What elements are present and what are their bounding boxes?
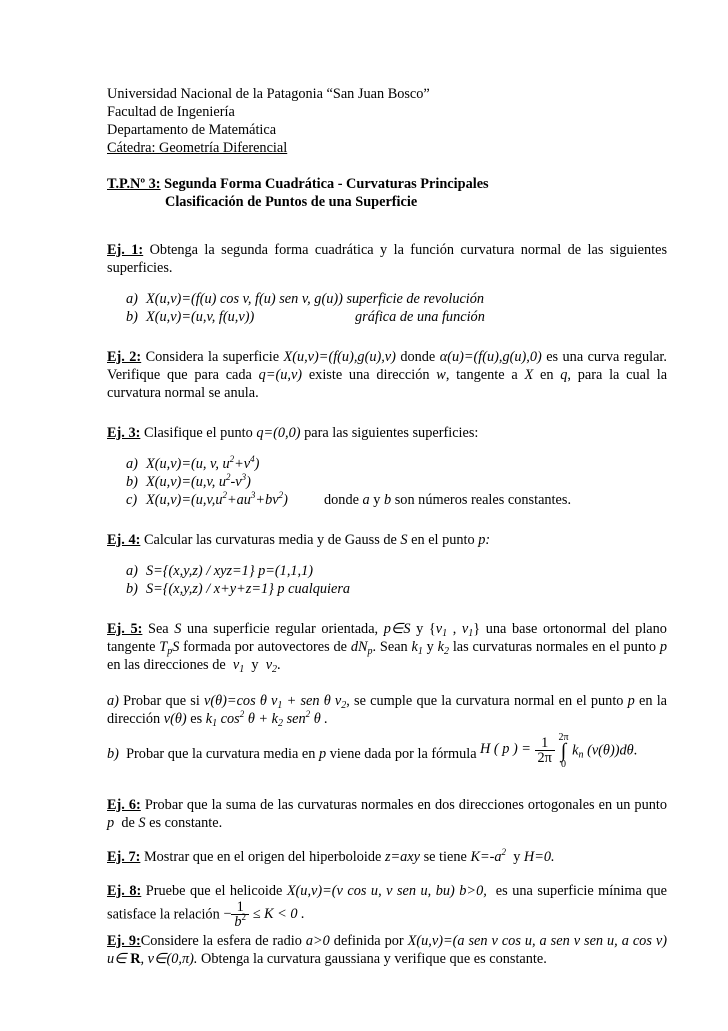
text-fragment: a>0 — [305, 933, 330, 949]
exercise-6 — [107, 796, 667, 832]
math: X(u,v)=(u, v, u — [146, 456, 230, 472]
text-fragment: es constante. — [149, 815, 223, 831]
text-fragment: a — [362, 492, 370, 508]
exercise-7 — [107, 848, 667, 866]
text-fragment: 1 — [417, 646, 423, 657]
text-fragment: 2 — [444, 646, 449, 657]
item-label: a) — [126, 291, 138, 307]
text-fragment: b — [234, 914, 242, 930]
text: en el punto — [411, 532, 475, 548]
text-fragment: 1 — [468, 628, 474, 639]
text-fragment: en la dirección — [107, 693, 668, 727]
text-fragment: definida por — [333, 933, 404, 949]
text-fragment: 2 — [341, 700, 347, 711]
text-fragment: a) — [107, 693, 119, 709]
exercise-5 — [107, 620, 667, 674]
exercise-1 — [107, 241, 667, 277]
text-fragment: k — [572, 742, 579, 759]
chair-name: Cátedra: Geometría Diferencial — [107, 140, 288, 156]
text-fragment: . — [277, 657, 281, 673]
math: 3 — [250, 490, 256, 500]
math: 2 — [278, 490, 284, 500]
header-block — [107, 85, 667, 157]
text-fragment: Mostrar que en el origen del hiperboloide — [143, 849, 382, 865]
math: q=(0,0) — [256, 425, 301, 441]
text-fragment: p — [107, 815, 115, 831]
text-fragment: v(θ) — [163, 711, 187, 727]
text-fragment: T — [159, 639, 168, 655]
math: X(u,v)=(f(u),g(u),v) — [283, 349, 396, 365]
text: donde — [400, 349, 436, 365]
text-fragment: Considere la esfera de radio — [140, 933, 302, 949]
math: 4 — [250, 454, 255, 464]
text-fragment: 1 — [541, 735, 549, 751]
text-fragment: H ( p ) = — [480, 741, 531, 758]
text-fragment: X(u,v)=(a sen v cos u, a sen v sen u, a cos v) u∈ — [107, 933, 667, 967]
exercise-label: Ej. 6: — [107, 797, 141, 813]
tp-title-line1: Segunda Forma Cuadrática - Curvaturas Principales — [164, 176, 489, 192]
text-fragment: . Sean — [372, 639, 408, 655]
text-fragment: ≤ K < 0 . — [252, 906, 305, 923]
text-fragment: 2 — [305, 709, 311, 719]
text-fragment: Probar que si — [123, 693, 200, 709]
text-fragment: p∈S — [383, 621, 411, 637]
text-fragment: 1 — [442, 628, 448, 639]
math: ) — [283, 492, 288, 508]
math: ) — [246, 474, 251, 490]
text-fragment: Pruebe que el helicoide — [145, 883, 283, 899]
text-fragment: Sea — [148, 621, 169, 637]
text-fragment: S — [174, 621, 182, 637]
text-fragment: p — [319, 746, 327, 762]
exercise-3 — [107, 424, 667, 442]
text-fragment: v — [435, 621, 443, 637]
text-fragment: y — [513, 849, 521, 865]
faculty-name: Facultad de Ingeniería — [107, 104, 235, 120]
exercise-label: Ej. 3: — [107, 425, 141, 441]
text-fragment: S — [138, 815, 146, 831]
exercise-4-items — [107, 562, 667, 598]
math: 2 — [226, 472, 231, 482]
item-c-note — [324, 491, 571, 509]
text-fragment: k — [205, 711, 213, 727]
tp-title — [107, 175, 667, 211]
curvature-inequality — [223, 899, 305, 930]
text: en — [539, 367, 554, 383]
tp-title-line2: Clasificación de Puntos de una Superficie — [165, 194, 418, 210]
text-fragment: θ + k — [247, 711, 278, 727]
exercise-8 — [107, 882, 667, 930]
text-fragment: 2 — [239, 709, 245, 719]
exercise-label: Ej. 7: — [107, 849, 141, 865]
text-fragment: . — [633, 742, 638, 759]
math: w — [436, 367, 446, 383]
text-fragment: 2π — [558, 732, 569, 743]
math: S={(x,y,z) / xyz=1} p=(1,1,1) — [146, 563, 314, 579]
math: 2 — [222, 490, 227, 500]
text-fragment: y — [426, 639, 434, 655]
document-page — [107, 85, 667, 968]
math: q=(u,v) — [258, 367, 303, 383]
text-fragment: b — [384, 492, 392, 508]
math: +au — [226, 492, 251, 508]
text-fragment: formada por autovectores de — [183, 639, 348, 655]
text-fragment: , se cumple que la curvatura normal en el punto — [346, 693, 624, 709]
text-fragment: k — [437, 639, 444, 655]
text-fragment: n — [578, 749, 584, 761]
item-label: b) — [126, 581, 138, 597]
item-label: c) — [126, 492, 138, 508]
text: Clasifique el punto — [143, 425, 253, 441]
text-fragment: Probar que la suma de las curvaturas normales en dos direcciones ortogonales en un punto — [144, 797, 667, 813]
exercise-label: Ej. 8: — [107, 883, 142, 899]
text-fragment: sen — [286, 711, 306, 727]
text-fragment: 1 — [239, 664, 245, 675]
text-fragment: es — [190, 711, 203, 727]
exercise-label: Ej. 2: — [107, 349, 142, 365]
text-fragment: es una superficie mínima que satisface la relación — [107, 883, 667, 923]
math: -v — [230, 474, 242, 490]
text-fragment: K=-a — [470, 849, 502, 865]
exercise-label: Ej. 1: — [107, 242, 144, 258]
item-b: X(u,v)=(u,v, f(u,v)) — [146, 309, 255, 325]
text: existe una dirección — [308, 367, 430, 383]
text-fragment: , v∈(0,π). — [140, 951, 198, 967]
text-fragment: X(u,v)=(v cos u, v sen u, bu) b>0, — [286, 883, 487, 899]
item-label: b) — [126, 309, 138, 325]
text-fragment: se tiene — [423, 849, 467, 865]
text-fragment: v — [461, 621, 469, 637]
math: α(u)=(f(u),g(u),0) — [439, 349, 542, 365]
text: es una curva regular. Verifique que para cada — [107, 349, 667, 383]
university-name: Universidad Nacional de la Patagonia “San Juan Bosco” — [107, 86, 430, 102]
text-fragment: 1 — [212, 718, 218, 729]
text-fragment: 0 — [561, 759, 567, 770]
item-label: b) — [126, 474, 138, 490]
text-fragment: , — [452, 621, 457, 637]
text-fragment: Obtenga la curvatura gaussiana y verifique que es constante. — [201, 951, 547, 967]
item-label: a) — [126, 563, 138, 579]
text-fragment: las curvaturas normales en el punto — [452, 639, 657, 655]
text-fragment: y — [373, 492, 381, 508]
text-fragment: son números reales constantes. — [394, 492, 572, 508]
text-fragment: k — [411, 639, 418, 655]
math: ) — [254, 456, 260, 472]
math: X — [524, 367, 534, 383]
text-fragment: de — [121, 815, 135, 831]
text-fragment: Probar que la curvatura media en — [126, 746, 316, 762]
exercise-5-part-b — [107, 732, 667, 772]
text-fragment: en las direcciones de — [107, 657, 226, 673]
text-fragment: S — [172, 639, 180, 655]
exercise-label: Ej. 4: — [107, 532, 141, 548]
text-fragment: v — [232, 657, 240, 673]
text-fragment: v(θ)=cos θ v — [204, 693, 278, 709]
math: +v — [234, 456, 251, 472]
exercise-2 — [107, 348, 667, 402]
text: , para la cual la curvatura normal se anula. — [107, 367, 668, 401]
text-fragment: cos — [220, 711, 240, 727]
exercise-9 — [107, 932, 667, 968]
text-fragment: b) — [107, 746, 119, 762]
math: +bv — [255, 492, 279, 508]
exercise-3-items — [107, 455, 667, 509]
text: Considera la superficie — [145, 349, 280, 365]
exercise-text: Obtenga la segunda forma cuadrática y la función curvatura normal de las siguientes superficies. — [107, 242, 668, 276]
math: X(u,v)=(u,v,u — [146, 492, 223, 508]
math: S — [400, 532, 408, 548]
tp-label: T.P.Nº 3: — [107, 176, 161, 192]
exercise-label: Ej. 5: — [107, 621, 143, 637]
math: X(u,v)=(u,v, u — [146, 474, 227, 490]
text-fragment: y { — [416, 621, 436, 637]
text-fragment: 1 — [277, 700, 283, 711]
text-fragment: } una base ortonormal del plano tangente — [107, 621, 667, 655]
text-fragment: p — [627, 693, 635, 709]
text-fragment: 2 — [241, 912, 247, 922]
text-fragment: viene dada por la fórmula — [329, 746, 477, 762]
math: S={(x,y,z) / x+y+z=1} p cualquiera — [146, 581, 351, 597]
exercise-5-part-a — [107, 692, 667, 728]
text-fragment: 2 — [501, 847, 507, 857]
text-fragment: θ . — [313, 711, 328, 727]
text-fragment: 2π — [535, 750, 555, 766]
text-fragment: y — [251, 657, 259, 673]
math: p: — [478, 532, 491, 548]
mean-curvature-formula — [480, 732, 637, 770]
text-fragment: (v(θ))dθ — [587, 742, 634, 759]
text-fragment: donde — [324, 492, 359, 508]
text: , tangente a — [445, 367, 518, 383]
department-name: Departamento de Matemática — [107, 122, 277, 138]
text-fragment: ∫ — [560, 740, 567, 762]
math: 3 — [241, 472, 247, 482]
text-fragment: v — [265, 657, 273, 673]
text-fragment: p — [367, 646, 373, 657]
exercise-label: Ej. 9: — [107, 933, 141, 949]
text-fragment: p — [659, 639, 668, 655]
text-fragment: dN — [350, 639, 368, 655]
text-fragment: R — [130, 951, 141, 967]
text-fragment: H=0. — [523, 849, 555, 865]
item-b-note: gráfica de una función — [355, 309, 485, 325]
text-fragment: + sen θ v — [286, 693, 342, 709]
text-fragment: − — [223, 906, 232, 923]
text-fragment: 2 — [277, 718, 283, 729]
item-a: X(u,v)=(f(u) cos v, f(u) sen v, g(u)) superficie de revolución — [146, 291, 485, 307]
text-fragment: una superficie regular orientada, — [187, 621, 379, 637]
math: q — [560, 367, 568, 383]
text-fragment: 2 — [272, 664, 278, 675]
text-fragment: 1 — [236, 899, 244, 915]
math: 2 — [229, 454, 235, 464]
item-label: a) — [126, 456, 138, 472]
text-fragment: z=axy — [384, 849, 420, 865]
exercise-4 — [107, 531, 667, 549]
text: Calcular las curvaturas media y de Gauss de — [143, 532, 397, 548]
exercise-1-items — [107, 290, 667, 326]
text: para las siguientes superficies: — [304, 425, 479, 441]
text-fragment: p — [167, 646, 173, 657]
